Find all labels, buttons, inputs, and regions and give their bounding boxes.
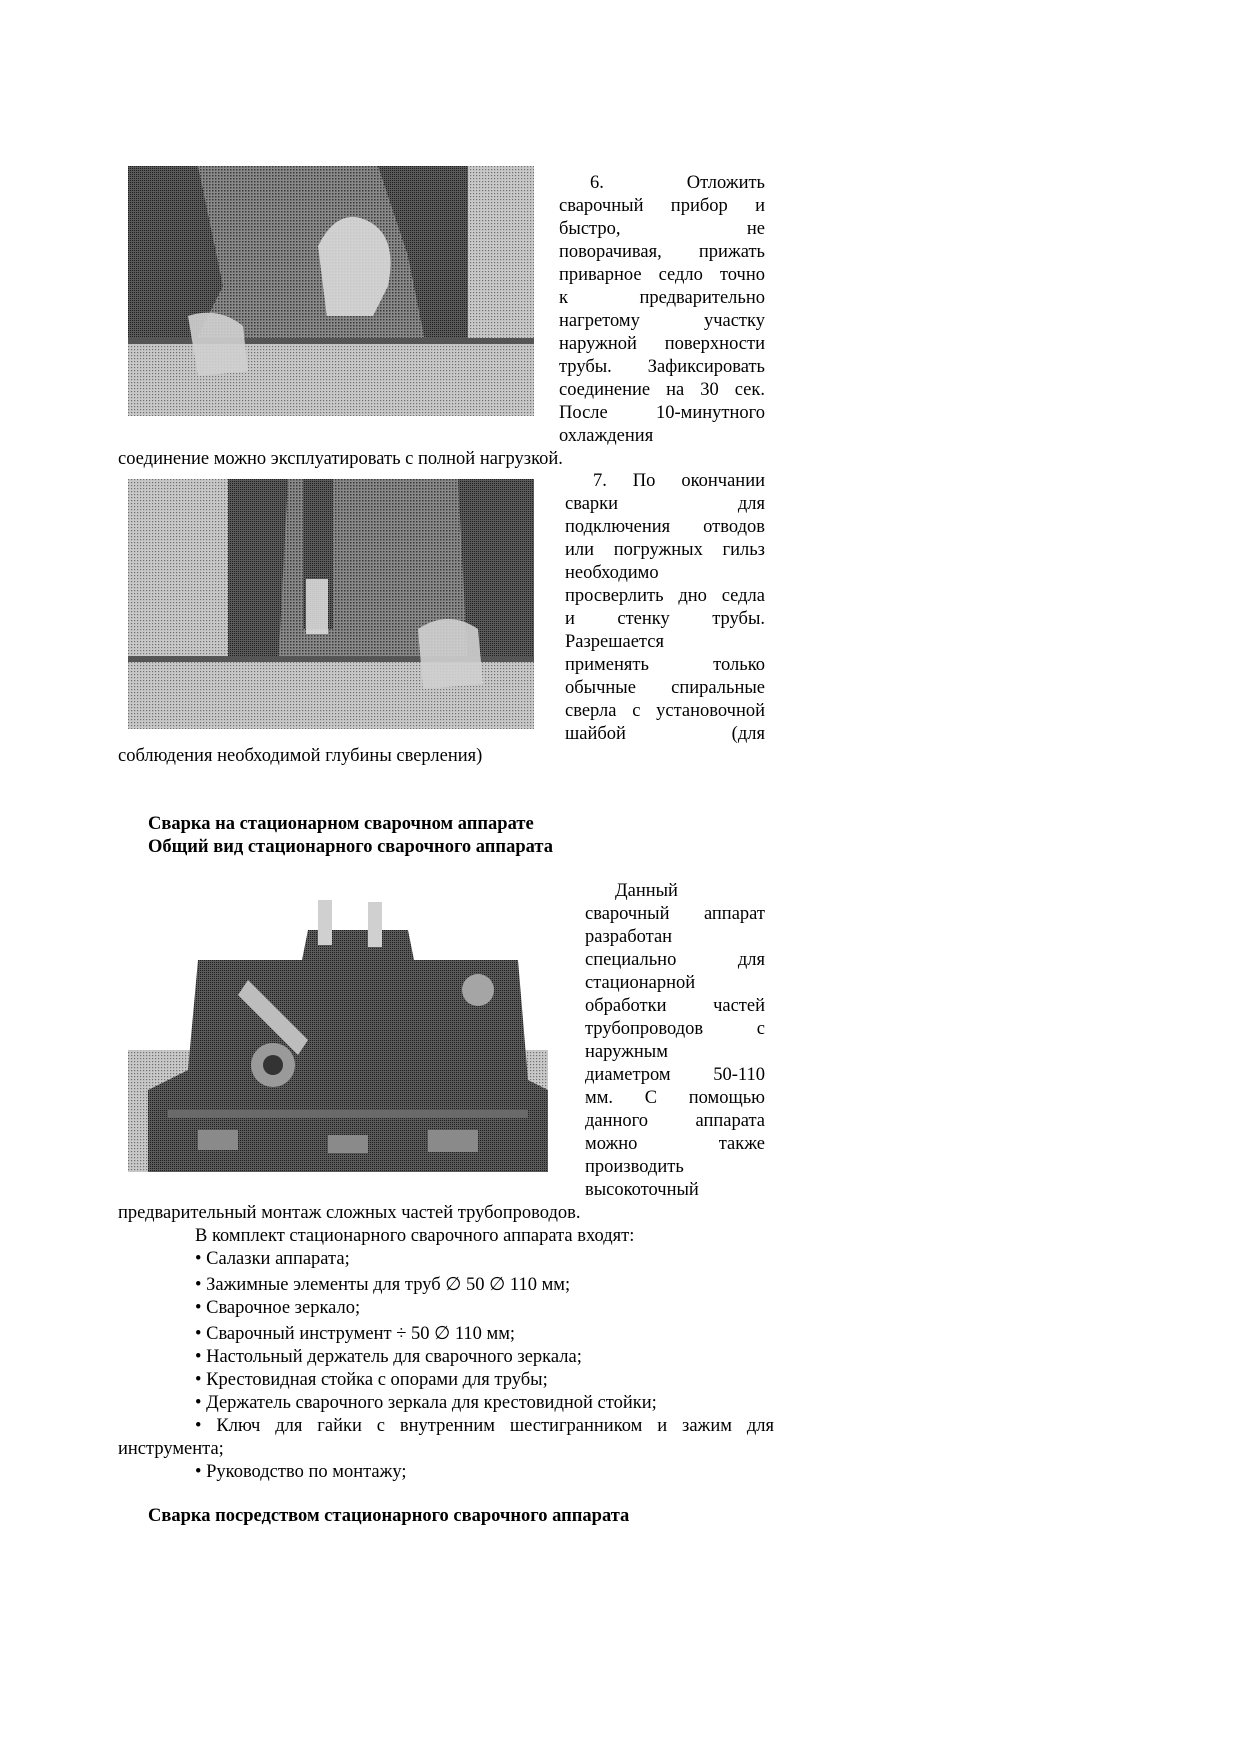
- step7-line: или погружных гильз: [565, 540, 765, 560]
- step7-line: подключения отводов: [565, 517, 765, 537]
- apparatus-line: мм. С помощью: [585, 1088, 765, 1108]
- apparatus-continuation: предварительный монтаж сложных частей трубопроводов.: [118, 1203, 581, 1223]
- apparatus-line: диаметром 50-110: [585, 1065, 765, 1085]
- step7-line: сверла с установочной: [565, 701, 765, 721]
- apparatus-line: производить: [585, 1157, 684, 1177]
- subsection-heading: Общий вид стационарного сварочного аппарата: [148, 837, 553, 857]
- step6-line: нагретому участку: [559, 311, 765, 331]
- step6-line: к предварительно: [559, 288, 765, 308]
- step7-line: и стенку трубы.: [565, 609, 765, 629]
- kit-item: • Держатель сварочного зеркала для крестовидной стойки;: [195, 1393, 657, 1413]
- apparatus-line: сварочный аппарат: [585, 904, 765, 924]
- step7-line: применять только: [565, 655, 765, 675]
- kit-item: • Сварочный инструмент ÷ 50 ∅ 110 мм;: [195, 1324, 516, 1344]
- step7-line: Разрешается: [565, 632, 664, 652]
- step6-line: соединение на 30 сек.: [559, 380, 765, 400]
- apparatus-line: можно также: [585, 1134, 765, 1154]
- step6-line: сварочный прибор и: [559, 196, 765, 216]
- apparatus-line: разработан: [585, 927, 673, 947]
- step6-line: приварное седло точно: [559, 265, 765, 285]
- kit-item-continuation: инструмента;: [118, 1439, 224, 1459]
- step7-continuation: соблюдения необходимой глубины сверления): [118, 746, 483, 766]
- step6-line: После 10-минутного: [559, 403, 765, 423]
- kit-item: • Салазки аппарата;: [195, 1249, 350, 1269]
- step6-continuation: соединение можно эксплуатировать с полной нагрузкой.: [118, 449, 563, 469]
- apparatus-line: стационарной: [585, 973, 696, 993]
- step6-word: Отложить: [686, 173, 765, 193]
- step7-line: необходимо: [565, 563, 659, 583]
- apparatus-line: Данный: [615, 881, 678, 901]
- apparatus-line: трубопроводов с: [585, 1019, 765, 1039]
- step7-line: обычные спиральные: [565, 678, 765, 698]
- kit-item: • Ключ для гайки с внутренним шестигранником и зажим для: [195, 1416, 774, 1436]
- step7-text: [565, 470, 765, 746]
- step7-line: просверлить дно седла: [565, 586, 765, 606]
- step7-line: сварки для: [565, 494, 765, 514]
- kit-list: [118, 1225, 774, 1484]
- step6-number: 6.: [590, 173, 604, 193]
- kit-item: • Зажимные элементы для труб ∅ 50 ∅ 110 мм;: [195, 1275, 571, 1295]
- step6-text: [559, 172, 765, 448]
- apparatus-line: высокоточный: [585, 1180, 699, 1200]
- kit-item: • Крестовидная стойка с опорами для трубы;: [195, 1370, 548, 1390]
- apparatus-line: данного аппарата: [585, 1111, 765, 1131]
- kit-item: • Настольный держатель для сварочного зеркала;: [195, 1347, 582, 1367]
- apparatus-line: специально для: [585, 950, 765, 970]
- bottom-heading: Сварка посредством стационарного сварочного аппарата: [148, 1506, 630, 1526]
- kit-intro: В комплект стационарного сварочного аппарата входят:: [195, 1226, 635, 1246]
- step6-line: быстро, не: [559, 219, 765, 239]
- kit-item: • Руководство по монтажу;: [195, 1462, 407, 1482]
- apparatus-line: наружным: [585, 1042, 668, 1062]
- apparatus-text: [585, 880, 765, 1202]
- step7-line: шайбой (для: [565, 724, 765, 744]
- pressing-saddle-photo: [128, 166, 534, 416]
- section-heading: Сварка на стационарном сварочном аппарате: [148, 814, 534, 834]
- step6-line: наружной поверхности: [559, 334, 765, 354]
- step7-line: 7. По окончании: [593, 471, 765, 491]
- step6-line: охлаждения: [559, 426, 654, 446]
- step6-line: поворачивая, прижать: [559, 242, 765, 262]
- stationary-welding-machine-photo: [128, 890, 548, 1172]
- step6-line: трубы. Зафиксировать: [559, 357, 765, 377]
- drilling-photo: [128, 479, 534, 729]
- kit-item: • Сварочное зеркало;: [195, 1298, 361, 1318]
- apparatus-line: обработки частей: [585, 996, 765, 1016]
